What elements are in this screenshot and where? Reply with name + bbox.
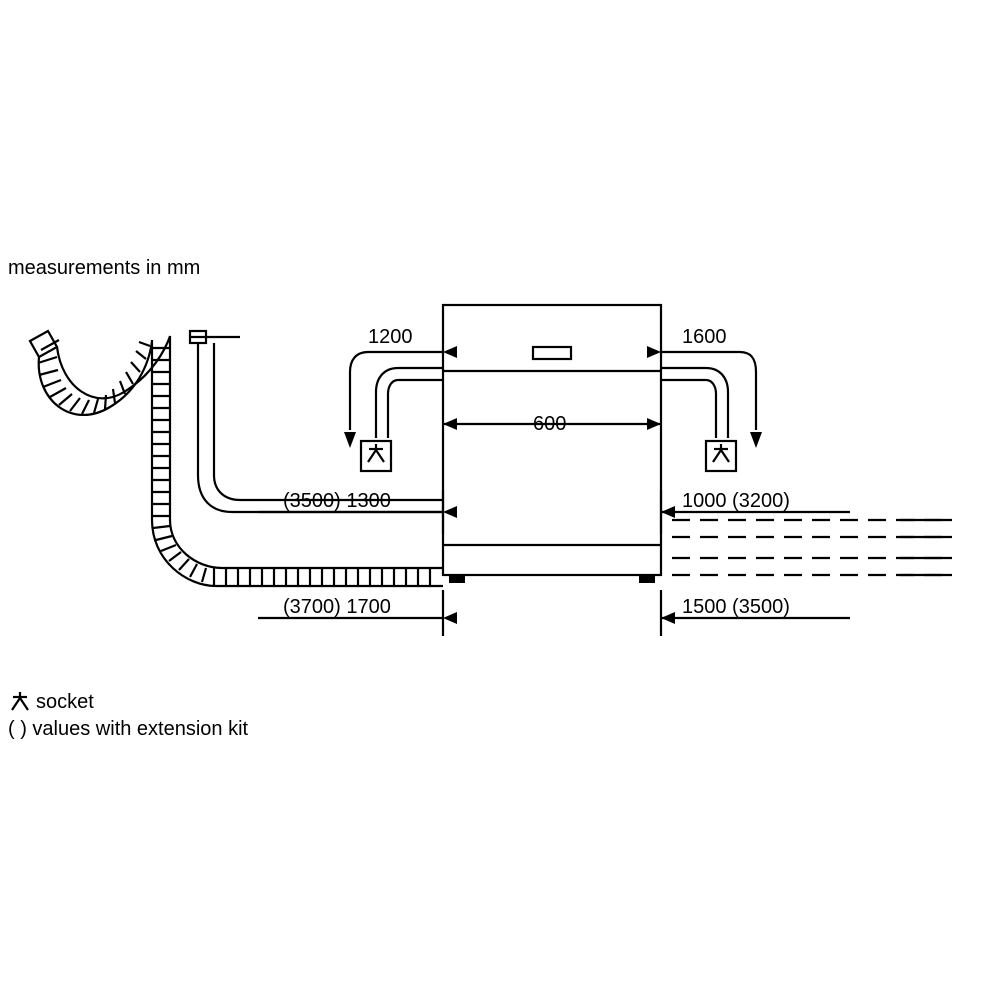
appliance-outline <box>443 305 661 583</box>
extension-lines-right-solid <box>900 520 952 575</box>
dimension-line-1200 <box>344 346 457 448</box>
dimension-label-600: 600 <box>533 413 567 435</box>
socket-symbol-right <box>706 441 736 471</box>
dimension-label-3700-1700: (3700) 1700 <box>283 596 391 618</box>
dimension-label-1000-3200: 1000 (3200) <box>682 490 790 512</box>
power-cable-right <box>661 368 728 438</box>
legend-extension-kit-label: ( ) values with extension kit <box>8 718 249 740</box>
dimension-label-1500-3500: 1500 (3500) <box>682 596 790 618</box>
extension-lines-right <box>672 520 950 575</box>
dimension-line-1600 <box>647 346 762 448</box>
socket-symbol-left <box>361 441 391 471</box>
page-title: measurements in mm <box>8 257 201 279</box>
legend-socket-icon <box>12 692 28 710</box>
dimension-label-1200: 1200 <box>368 326 413 348</box>
dimension-label-3500-1300: (3500) 1300 <box>283 490 391 512</box>
legend-socket-label: socket <box>36 691 94 713</box>
dimension-label-1600: 1600 <box>682 326 727 348</box>
power-cable-left <box>376 368 443 438</box>
water-supply-hose-left <box>190 331 443 512</box>
